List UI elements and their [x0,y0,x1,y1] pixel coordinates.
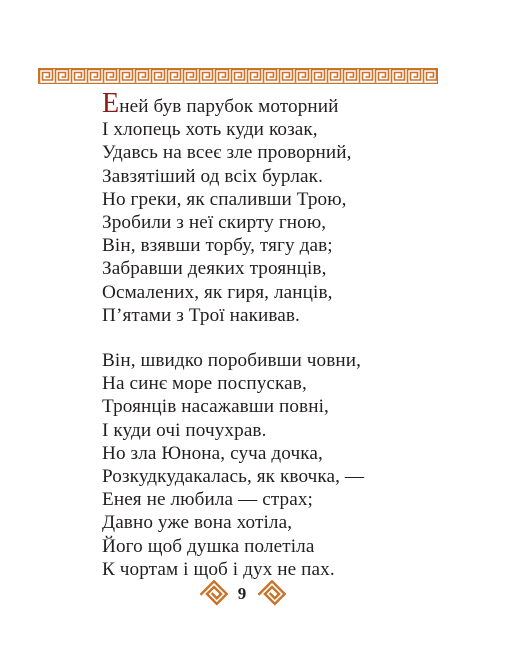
poem-line: Енея не любила — страх; [102,489,313,511]
poem-line: Зробили з неї скирту гною, [102,212,327,234]
poem-line: Він, швидко поробивши човни, [102,350,362,372]
poem-line: К чортам і щоб і дух не пах. [102,558,335,580]
stanza-2 [102,349,462,581]
poem-line: І хлопець хоть куди козак, [102,119,318,141]
poem-line: Розкудкудакалась, як квочка, — [102,466,365,488]
greek-key-rhombus-icon [258,580,286,608]
poem-line: П’ятами з Трої накивав. [102,304,300,326]
poem-line: Но греки, як спаливши Трою, [102,188,347,210]
poem-line: Удавсь на всеє зле проворний, [102,142,352,164]
greek-key-rhombus-icon [200,580,228,608]
poem-line: Завзятіший од всіх бурлак. [102,165,323,187]
poem-line: Давно уже вона хотіла, [102,512,293,534]
page-footer [0,580,518,612]
poem-line: Його щоб душка полетіла [102,535,315,557]
poem-line: Осмалених, як гиря, ланців, [102,281,333,303]
poem-line: І куди очі почухрав. [102,419,267,441]
poem-line: Троянців насажавши повні, [102,396,329,418]
poem [102,88,462,581]
drop-cap: Е [102,88,120,119]
poem-line: На синє море поспускав, [102,373,307,395]
poem-line: Но зла Юнона, суча дочка, [102,442,323,464]
greek-key-border [38,68,438,84]
stanza-1 [102,88,462,327]
poem-line: Еней був парубок моторний [102,88,339,119]
poem-line: Забравши деяких троянців, [102,258,327,280]
poem-line: Він, взявши торбу, тягу дав; [102,235,333,257]
page-number: 9 [237,584,247,603]
